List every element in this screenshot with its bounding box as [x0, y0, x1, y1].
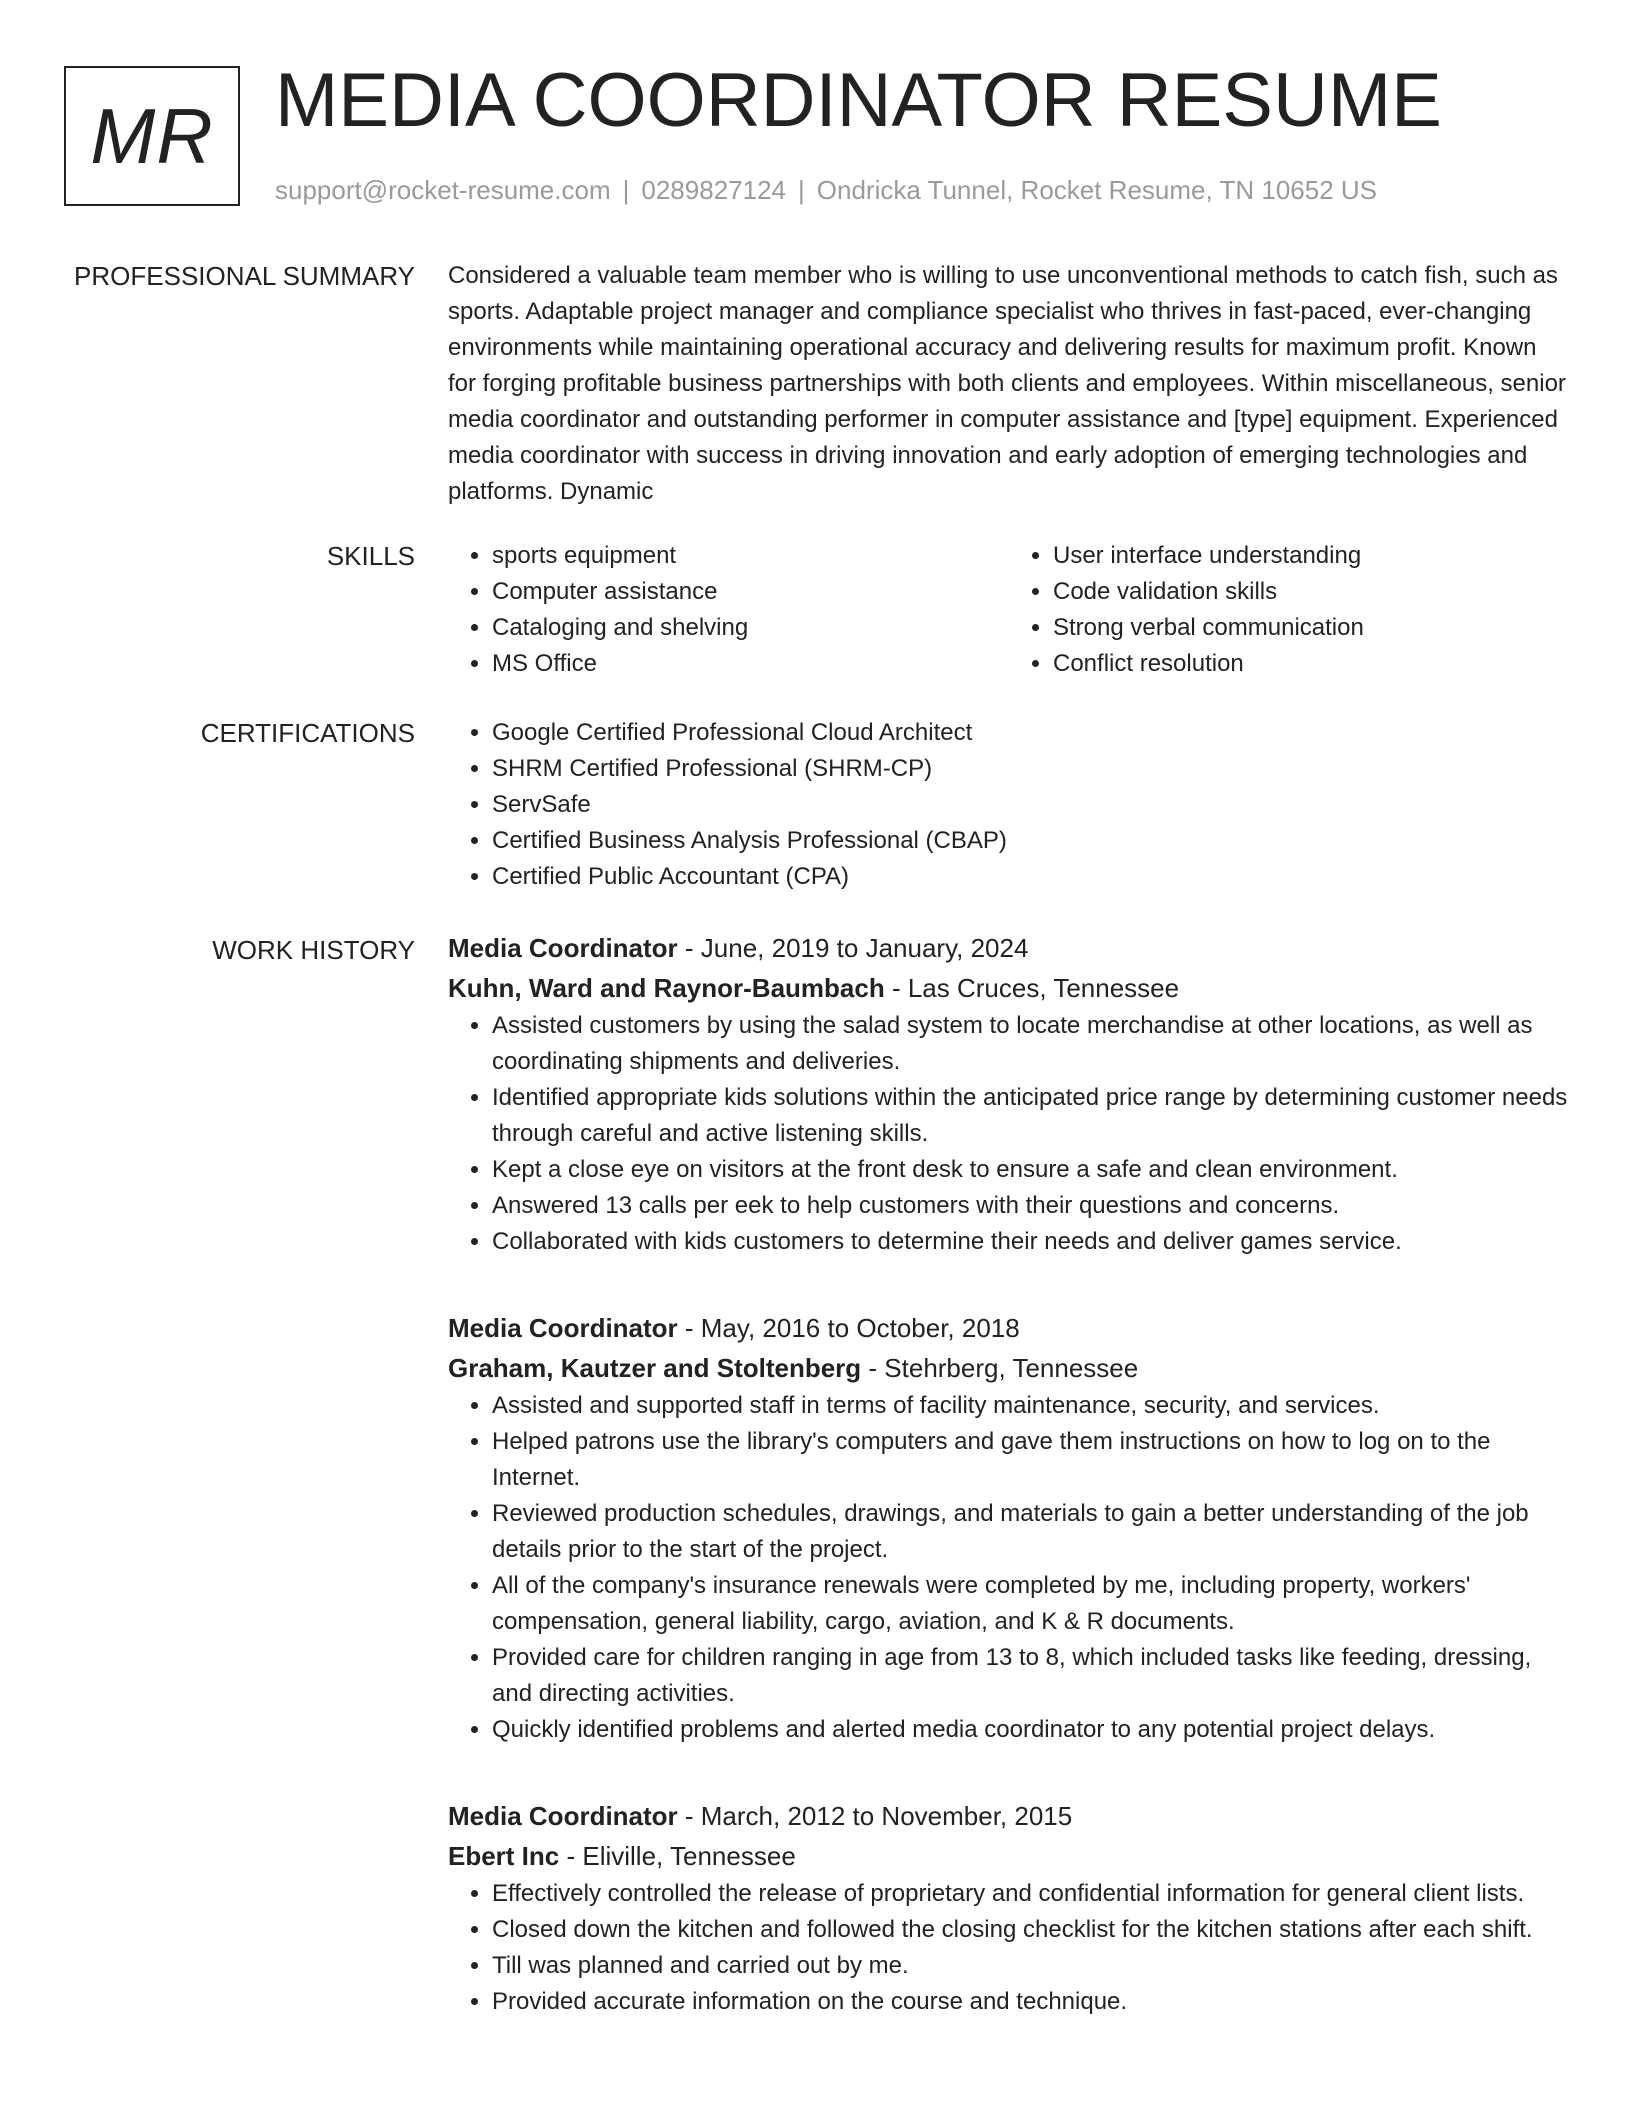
job-title-line [448, 928, 1570, 968]
work-history-heading: WORK HISTORY [212, 935, 415, 965]
contact-address: Ondricka Tunnel, Rocket Resume, TN 10652 US [816, 175, 1377, 205]
skill-item: • Computer assistance [492, 574, 1009, 610]
skill-item: • User interface understanding [1053, 538, 1570, 574]
job-company: Ebert Inc [448, 1841, 560, 1871]
certifications-section [448, 715, 1570, 895]
skills-list-right [1009, 538, 1570, 682]
job-bullet: • Reviewed production schedules, drawings, and materials to gain a better understanding of the job details prior to the start of the project. [492, 1496, 1570, 1568]
job-location: - Las Cruces, Tennessee [884, 973, 1180, 1003]
contact-separator: | [798, 175, 805, 205]
certification-item: • ServSafe [492, 787, 1570, 823]
certifications-heading: CERTIFICATIONS [200, 718, 415, 748]
job-bullet: • Assisted and supported staff in terms of facility maintenance, security, and services. [492, 1388, 1570, 1424]
job-bullet: • Quickly identified problems and alerted media coordinator to any potential project delays. [492, 1712, 1570, 1748]
certification-item: • SHRM Certified Professional (SHRM-CP) [492, 751, 1570, 787]
job-title: Media Coordinator [448, 1801, 678, 1831]
job-company-line [448, 968, 1570, 1008]
skills-list-left [448, 538, 1009, 682]
certifications-list [448, 715, 1570, 895]
skill-item: • Strong verbal communication [1053, 610, 1570, 646]
monogram-badge: MR [64, 66, 240, 206]
job-entry [448, 1308, 1570, 1748]
job-company-line [448, 1836, 1570, 1876]
job-dates: - May, 2016 to October, 2018 [677, 1313, 1020, 1343]
job-bullet: • Kept a close eye on visitors at the front desk to ensure a safe and clean environment. [492, 1152, 1570, 1188]
certification-item: • Certified Business Analysis Professional (CBAP) [492, 823, 1570, 859]
job-bullet: • Closed down the kitchen and followed the closing checklist for the kitchen stations after each shift. [492, 1912, 1570, 1948]
job-company-line [448, 1348, 1570, 1388]
job-location: - Eliville, Tennessee [559, 1841, 796, 1871]
skill-item: • sports equipment [492, 538, 1009, 574]
job-bullets [448, 1008, 1570, 1260]
contact-email[interactable]: support@rocket-resume.com [275, 175, 611, 205]
job-bullets [448, 1876, 1570, 2020]
skill-item: • Conflict resolution [1053, 646, 1570, 682]
job-bullet: • Helped patrons use the library's computers and gave them instructions on how to log on to the Internet. [492, 1424, 1570, 1496]
skills-heading: SKILLS [326, 541, 415, 571]
job-dates: - June, 2019 to January, 2024 [677, 933, 1029, 963]
summary-heading: PROFESSIONAL SUMMARY [74, 261, 415, 291]
skill-item: • Code validation skills [1053, 574, 1570, 610]
skills-section [448, 538, 1570, 682]
job-location: - Stehrberg, Tennessee [861, 1353, 1139, 1383]
contact-separator: | [622, 175, 630, 205]
job-company: Kuhn, Ward and Raynor-Baumbach [448, 973, 885, 1003]
certification-item: • Google Certified Professional Cloud Architect [492, 715, 1570, 751]
job-bullet: • Provided care for children ranging in age from 13 to 8, which included tasks like feeding, dressing, and directing activities. [492, 1640, 1570, 1712]
job-bullet: • All of the company's insurance renewals were completed by me, including property, workers' compensation, general liability, cargo, aviation, and K & R documents. [492, 1568, 1570, 1640]
job-bullet: • Assisted customers by using the salad system to locate merchandise at other locations, as well as coordinating shipments and deliveries. [492, 1008, 1570, 1080]
summary-section [448, 258, 1570, 510]
job-bullet: • Identified appropriate kids solutions within the anticipated price range by determining customer needs through careful and active listening skills. [492, 1080, 1570, 1152]
job-bullets [448, 1388, 1570, 1748]
contact-line [275, 174, 1377, 206]
resume-title: MEDIA COORDINATOR RESUME [275, 58, 1442, 143]
job-bullet: • Answered 13 calls per eek to help customers with their questions and concerns. [492, 1188, 1570, 1224]
job-entry [448, 928, 1570, 1260]
certification-item: • Certified Public Accountant (CPA) [492, 859, 1570, 895]
job-title-line [448, 1308, 1570, 1348]
summary-text: Considered a valuable team member who is willing to use unconventional methods to catch fish, such as sports. Adaptable project manager and compliance specialist who thrives in fast-paced, ever-changing environments while maintaining operational accuracy and delivering results for maximum profit. Known for forging profitable business partnerships with both clients and employees. Within miscellaneous, senior media coordinator and outstanding performer in computer assistance and [type] equipment. Experienced media coordinator with success in driving innovation and early adoption of emerging technologies and platforms. Dynamic [448, 262, 1566, 505]
job-bullet: • Effectively controlled the release of proprietary and confidential information for general client lists. [492, 1876, 1570, 1912]
skill-item: • Cataloging and shelving [492, 610, 1009, 646]
job-dates: - March, 2012 to November, 2015 [677, 1801, 1073, 1831]
job-entry [448, 1796, 1570, 2020]
job-company: Graham, Kautzer and Stoltenberg [448, 1353, 862, 1383]
skill-item: • MS Office [492, 646, 1009, 682]
job-title-line [448, 1796, 1570, 1836]
job-bullet: • Provided accurate information on the course and technique. [492, 1984, 1570, 2020]
job-title: Media Coordinator [448, 933, 678, 963]
job-bullet: • Till was planned and carried out by me. [492, 1948, 1570, 1984]
contact-phone: 0289827124 [641, 175, 786, 205]
job-bullet: • Collaborated with kids customers to determine their needs and deliver games service. [492, 1224, 1570, 1260]
job-title: Media Coordinator [448, 1313, 678, 1343]
